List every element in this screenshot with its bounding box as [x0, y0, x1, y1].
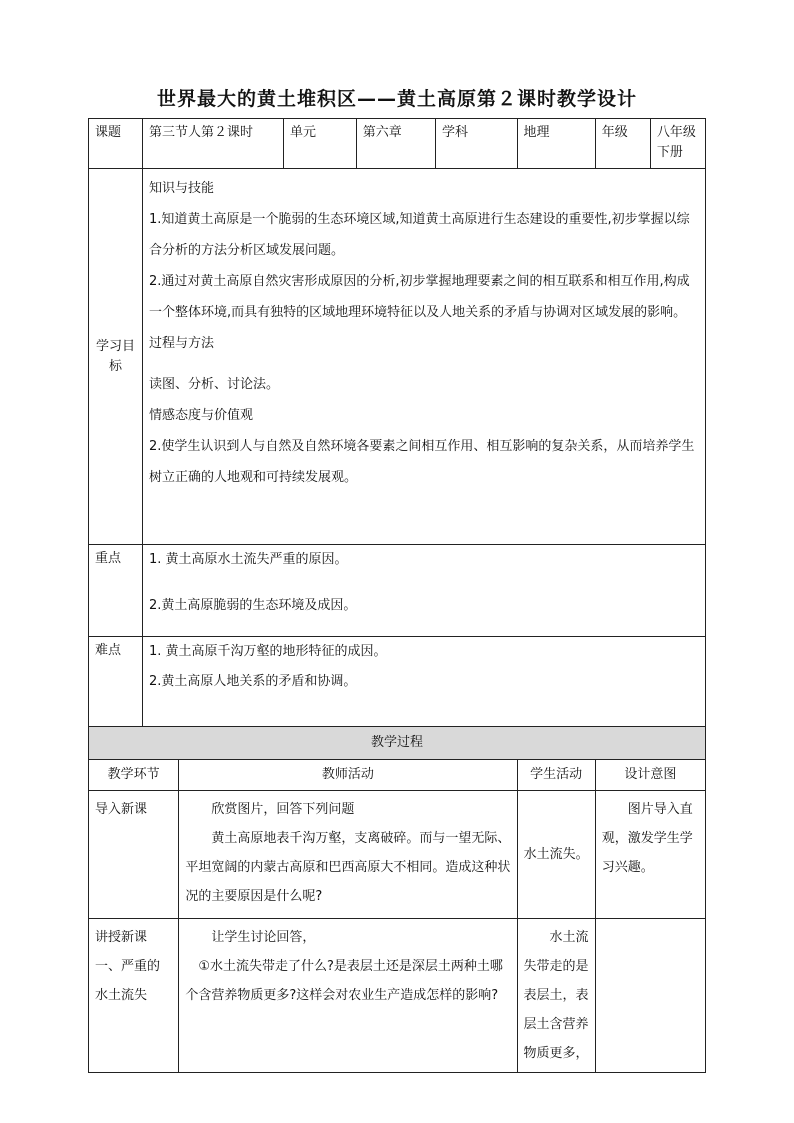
goals-line: 1.知道黄土高原是一个脆弱的生态环境区域,知道黄土高原进行生态建设的重要性,初步掌握以综合分析的方法分析区域发展问题。: [148, 212, 690, 258]
subject-label: 学科: [436, 119, 518, 169]
difficult-line: 2.黄土高原人地关系的矛盾和协调。: [148, 674, 357, 689]
difficult-row: [89, 637, 706, 727]
difficult-content: [142, 637, 705, 727]
key-line: 1. 黄土高原水土流失严重的原因。: [148, 552, 348, 567]
col-stage-header: 教学环节: [89, 760, 179, 791]
difficult-label: 难点: [89, 637, 143, 727]
process-row-new-lesson: [89, 919, 706, 1073]
goals-line: 过程与方法: [148, 336, 214, 351]
key-content: [142, 545, 705, 637]
col-intent-header: 设计意图: [595, 760, 705, 791]
teacher-cell: [179, 791, 517, 919]
process-header-row: [89, 760, 706, 791]
document-title: 世界最大的黄土堆积区——黄土高原第２课时教学设计: [156, 88, 637, 110]
goals-content: [142, 169, 705, 545]
intent-cell: [595, 919, 705, 1073]
process-row-intro: [89, 791, 706, 919]
key-label: 重点: [89, 545, 143, 637]
grade-value: 八年级下册: [650, 119, 705, 169]
goals-line: 读图、分析、讨论法。: [148, 377, 279, 392]
intent-cell: 图片导入直观，激发学生学习兴趣。: [595, 791, 705, 919]
key-line: 2.黄土高原脆弱的生态环境及成因。: [148, 598, 357, 613]
lesson-plan-table: [88, 118, 706, 1073]
goals-line: 情感态度与价值观: [148, 408, 253, 423]
student-cell: 水土流失带走的是表层土，表层土含营养物质更多，: [517, 919, 595, 1073]
unit-label: 单元: [284, 119, 357, 169]
teacher-cell: [179, 919, 517, 1073]
teacher-line: 黄土高原地表千沟万壑，支离破碎。而与一望无际、平坦宽阔的内蒙古高原和巴西高原大不相同。造成这种状况的主要原因是什么呢?: [185, 831, 511, 904]
unit-value: 第六章: [356, 119, 435, 169]
process-title-row: [89, 727, 706, 760]
teacher-line: 让学生讨论回答，: [211, 930, 316, 945]
subject-value: 地理: [517, 119, 595, 169]
stage-cell: 讲授新课一、严重的水土流失: [89, 919, 179, 1073]
process-title: 教学过程: [89, 727, 706, 760]
goals-line: 2.使学生认识到人与自然及自然环境各要素之间相互作用、相互影响的复杂关系，从而培养学生树立正确的人地观和可持续发展观。: [148, 439, 695, 485]
goals-line: 知识与技能: [148, 181, 214, 196]
col-student-header: 学生活动: [517, 760, 595, 791]
teacher-line: 欣赏图片，回答下列问题: [211, 802, 355, 817]
course-label: 课题: [89, 119, 143, 169]
student-cell: 水土流失。: [517, 791, 595, 919]
col-teacher-header: 教师活动: [179, 760, 517, 791]
goals-row: [89, 169, 706, 545]
grade-label: 年级: [595, 119, 650, 169]
goals-label: 学习目标: [89, 169, 143, 545]
key-row: [89, 545, 706, 637]
difficult-line: 1. 黄土高原千沟万壑的地形特征的成因。: [148, 644, 387, 659]
stage-cell: 导入新课: [89, 791, 179, 919]
teacher-line: ①水土流失带走了什么?是表层土还是深层土两种土哪个含营养物质更多?这样会对农业生产造成怎样的影响?: [185, 959, 503, 1003]
header-row: [89, 119, 706, 169]
course-value: 第三节人第２课时: [142, 119, 283, 169]
goals-line: 2.通过对黄土高原自然灾害形成原因的分析,初步掌握地理要素之间的相互联系和相互作用,构成一个整体环境,而具有独特的区域地理环境特征以及人地关系的矛盾与协调对区域发展的影响。: [148, 274, 690, 320]
